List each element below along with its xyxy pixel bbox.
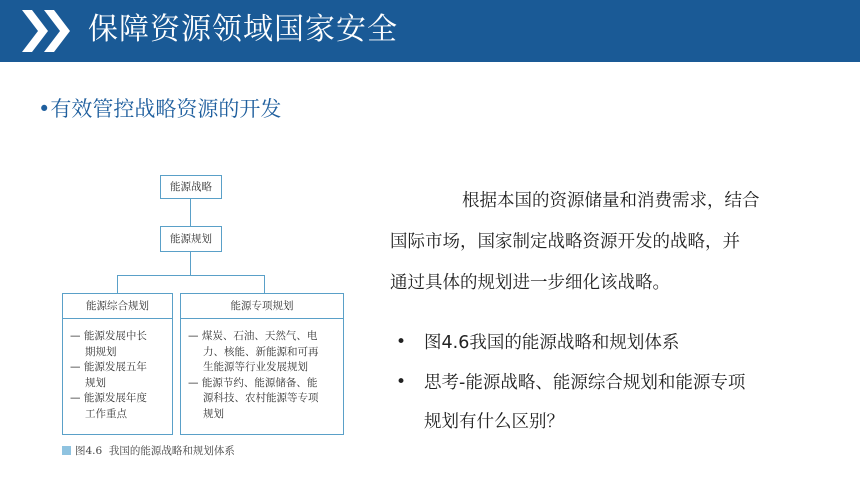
slide-title: 保障资源领域国家安全	[88, 12, 398, 47]
connector-line	[117, 275, 118, 293]
connector-line	[190, 199, 191, 226]
bullet-dot: •	[396, 372, 407, 392]
connector-line	[190, 252, 191, 275]
list-item: — 能源发展年度	[70, 392, 147, 404]
energy-planning-box	[160, 226, 222, 252]
list-item: 规划	[203, 407, 224, 420]
comprehensive-planning-title: 能源综合规划	[63, 294, 172, 319]
list-item: 工作重点	[85, 407, 127, 420]
list-item: — 能源发展中长	[70, 330, 147, 342]
bullet-dot: •	[396, 332, 407, 352]
bullet-item: 规划有什么区别？	[424, 412, 564, 432]
caption-label: 图4.6	[75, 445, 103, 457]
section-subtitle: •有效管控战略资源的开发	[38, 97, 282, 121]
paragraph-line: 通过具体的规划进一步细化该战略。	[390, 273, 670, 293]
list-item: — 能源节约、能源储备、能	[188, 376, 318, 389]
list-item: 生能源等行业发展规划	[203, 361, 308, 373]
list-item: — 煤炭、石油、天然气、电	[188, 330, 318, 342]
connector-line	[264, 275, 265, 293]
body-paragraph	[390, 181, 840, 304]
list-item: 力、核能、新能源和可再	[203, 345, 319, 358]
paragraph-line: 根据本国的资源储量和消费需求，结合	[462, 191, 760, 211]
figure-caption	[62, 443, 235, 458]
special-planning-items	[188, 329, 343, 422]
connector-line	[117, 275, 264, 276]
list-item: 期规划	[85, 345, 117, 358]
paragraph-line: 国际市场，国家制定战略资源开发的战略，并	[390, 232, 740, 252]
special-planning-title: 能源专项规划	[181, 294, 343, 319]
energy-strategy-box	[160, 175, 222, 199]
caption-marker-icon	[62, 446, 71, 455]
comprehensive-planning-items	[70, 329, 170, 422]
bullet-item: 图4.6我国的能源战略和规划体系	[424, 333, 680, 353]
list-item: — 能源发展五年	[70, 361, 147, 373]
energy-planning-label: 能源规划	[170, 233, 212, 245]
caption-text: 我国的能源战略和规划体系	[108, 445, 235, 457]
energy-strategy-label: 能源战略	[170, 181, 212, 193]
list-item: 源科技、农村能源等专项	[203, 392, 319, 404]
bullet-item: 思考-能源战略、能源综合规划和能源专项	[424, 373, 746, 393]
list-item: 规划	[85, 376, 106, 389]
